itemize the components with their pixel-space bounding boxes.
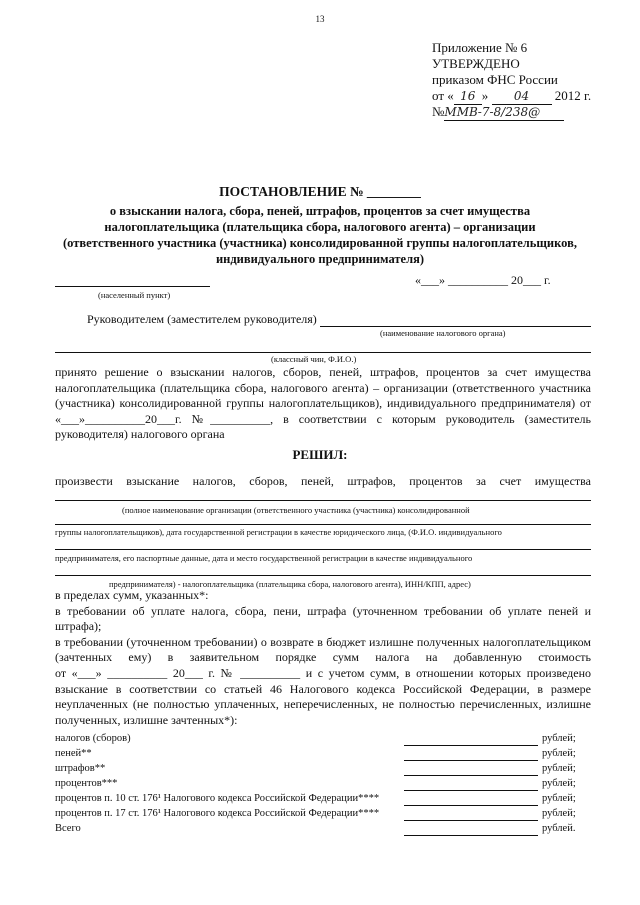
appendix-label: Приложение № 6 [432,40,528,55]
sum-unit-interest-p10: рублей; [542,793,576,804]
org-line-2 [55,524,591,525]
authority-caption: (наименование налогового органа) [380,328,506,338]
sum-line-penalties [404,760,538,761]
limits-line-8: неуплаченных (не полностью уплаченных, неперечисленных, не полностью перечисленных, излишне [55,697,591,712]
sum-label-taxes: налогов (сборов) [55,733,131,744]
sum-unit-fines: рублей; [542,763,576,774]
collect-line: произвести взыскание налогов, сборов, пеней, штрафов, процентов за счет имущества [55,474,591,488]
sum-unit-interest: рублей; [542,778,576,789]
head-label: Руководителем (заместителем руководителя) [87,312,317,326]
limits-line-6: от «___» __________ 20___ г. № __________ и с учетом сумм, в отношении которых произведено [55,665,591,680]
limits-line-5: (зачтенных ему) в заявительном порядке сумм налога на добавленную стоимость [55,650,591,665]
rank-caption: (классный чин, Ф.И.О.) [271,354,357,364]
org-caption-4: предпринимателя) - налогоплательщика (плательщика сбора, налогового агента), ИНН/КПП, адрес) [109,579,471,589]
sum-label-fines: штрафов** [55,763,106,774]
page-number: 13 [315,14,325,24]
sum-label-total: Всего [55,823,81,834]
sum-unit-penalties: рублей; [542,748,576,759]
sum-line-fines [404,775,538,776]
document-title: ПОСТАНОВЛЕНИЕ № ________ [219,184,421,199]
authority-line [320,326,591,327]
org-caption-1: (полное наименование организации (ответственного участника (участника) консолидированной [122,505,470,515]
org-line-1 [55,500,591,501]
sum-unit-total: рублей. [542,823,576,834]
number-prefix: № [432,104,445,119]
approval-month: 04 [492,88,552,105]
title-line-1: о взыскании налога, сбора, пеней, штрафов, процентов за счет имущества [109,204,531,218]
decision-line-5: руководителя) налогового органа [55,427,225,442]
sum-line-interest-p10 [404,805,538,806]
limits-line-7: взыскание в соответствии со статьей 46 Налогового кодекса Российской Федерации, в размере [55,681,591,696]
sum-label-interest-p17: процентов п. 17 ст. 176¹ Налогового кодекса Российской Федерации**** [55,808,380,819]
org-caption-2: группы налогоплательщиков), дата государственной регистрации в качестве юридического лица, (Ф.И.О. индивидуального [55,527,502,537]
resolved-heading: РЕШИЛ: [292,447,348,462]
date-mid: » [481,88,489,103]
limits-line-9: полученных, излишне зачтенных*): [55,712,238,727]
approval-number [432,104,564,121]
date-prefix: от « [432,88,454,103]
approval-year: 2012 г. [554,88,592,103]
decision-line-4: «___»__________20___г. №__________, в соответствии с которым руководитель (заместитель [55,411,591,426]
limits-line-1: в пределах сумм, указанных*: [55,588,209,602]
approval-date [432,88,591,105]
collect-line-block [55,474,591,490]
date-field: «___» __________ 20___ г. [415,273,551,287]
sum-line-interest-p17 [404,820,538,821]
limits-line-3: штрафа); [55,619,102,634]
org-caption-3: предпринимателя, его паспортные данные, дата и место государственной регистрации в качестве индивидуального [55,553,473,563]
approved-label: УТВЕРЖДЕНО [432,56,520,71]
title-line-4: индивидуального предпринимателя) [215,252,425,266]
sum-label-interest-p10: процентов п. 10 ст. 176¹ Налогового кодекса Российской Федерации**** [55,793,380,804]
sum-line-interest [404,790,538,791]
limits-line-4: в требовании (уточненном требовании) о возврате в бюджет излишне полученных налогоплательщиком [55,634,591,649]
approval-day: 16 [454,88,482,105]
sum-unit-interest-p17: рублей; [542,808,576,819]
sum-label-interest: процентов*** [55,778,118,789]
title-line-2: налогоплательщика (плательщика сбора, налогового агента) – организации [104,220,536,234]
place-caption: (населенный пункт) [98,290,171,300]
sum-unit-taxes: рублей; [542,733,576,744]
order-label: приказом ФНС России [432,72,558,87]
place-line [55,286,210,287]
sum-line-taxes [404,745,538,746]
rank-line [55,352,591,353]
decision-line-1: принято решение о взыскании налогов, сборов, пеней, штрафов, процентов за счет имущества [55,365,591,379]
org-line-4 [55,575,591,576]
decision-line-3: (участника) консолидированной группы налогоплательщиков), индивидуального предпринимателя) от [55,396,591,411]
sum-line-total [404,835,538,836]
sum-label-penalties: пеней** [55,748,92,759]
title-line-3: (ответственного участника (участника) консолидированной группы налогоплательщиков, [63,236,577,250]
limits-paragraph [55,588,591,728]
org-line-3 [55,549,591,550]
limits-line-2: в требовании об уплате налога, сбора, пени, штрафа (уточненном требовании об уплате пеней и [55,603,591,618]
approval-number-value: ММВ-7-8/238@ [444,104,564,121]
decision-paragraph [55,365,591,443]
decision-line-2: налогоплательщика (плательщика сбора, налогового агента) – организации (ответственного участника [55,380,591,395]
